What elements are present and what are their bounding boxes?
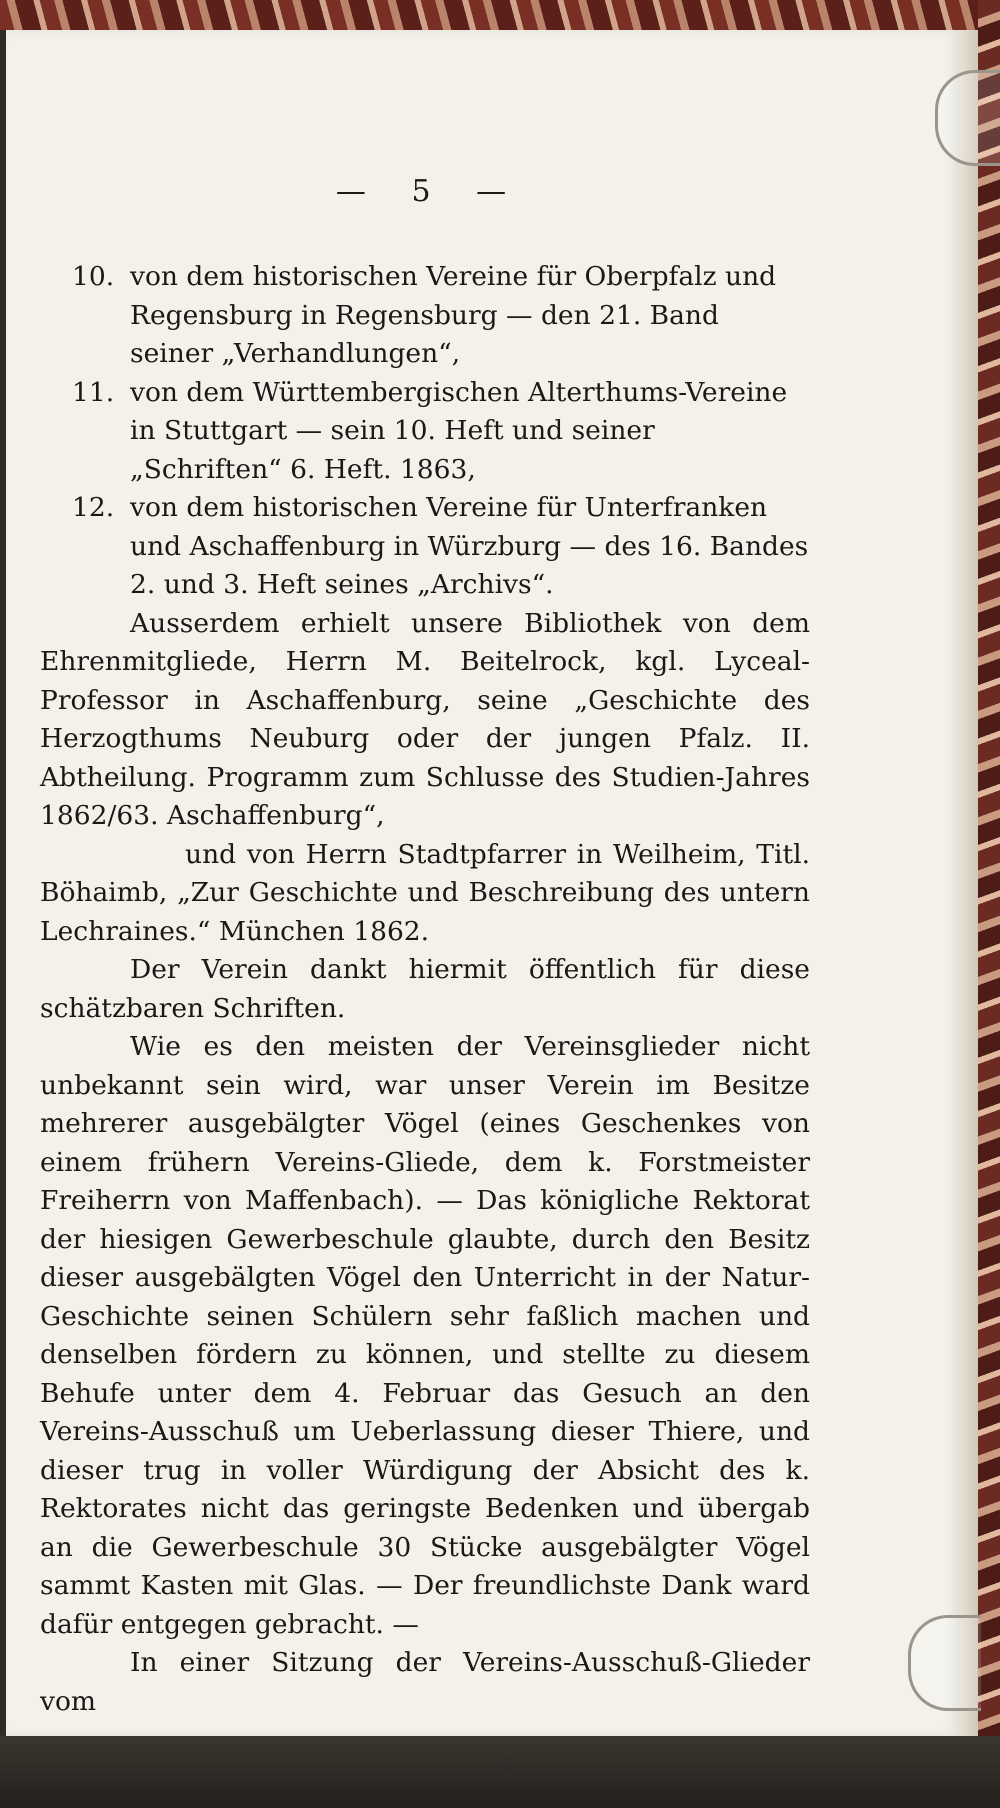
page-clip-bottom: [908, 1615, 981, 1711]
paragraph: In einer Sitzung der Vereins-Ausschuß-Glieder vom: [40, 1647, 810, 1717]
page-number: — 5 —: [335, 174, 525, 209]
cover-marbled-top: [0, 0, 1000, 30]
item-text: von dem historischen Vereine für Oberpfalz und Regensburg in Regensburg — den 21. Band seiner „Verhandlungen“,: [130, 261, 777, 369]
item-text: von dem historischen Vereine für Unterfranken und Aschaffenburg in Würzburg — des 16. Bandes 2. und 3. Heft seines „Archivs“.: [130, 492, 809, 600]
body-text: [40, 258, 810, 1721]
item-text: von dem Württembergischen Alterthums-Vereine in Stuttgart — sein 10. Heft und seiner „Schriften“ 6. Heft. 1863,: [130, 376, 788, 485]
list-item: [40, 374, 810, 490]
list-item: [40, 258, 810, 374]
scanner-background: [0, 1736, 1000, 1808]
item-number: 11.: [72, 376, 115, 408]
item-number: 12.: [72, 492, 115, 523]
paragraph: Wie es den meisten der Vereinsglieder nicht unbekannt sein wird, war unser Verein im Besitze mehrerer ausgebälgter Vögel (eines Geschenkes von einem frühern Vereins-Gliede, dem k. Forstmeister Freiherrn von Maffenbach). — Das königliche Rektorat der hiesigen Gewerbeschule glaubte, durch den Besitz dieser ausgebälgten Vögel den Unterricht in der Natur-Geschichte seinen Schülern sehr faßlich machen und denselben fördern zu können, und stellte zu diesem Behufe unter dem 4. Februar das Gesuch an den Vereins-Ausschuß um Ueberlassung dieser Thiere, und dieser trug in voller Würdigung der Absicht des k. Rektorates nicht das geringste Bedenken und übergab an die Gewerbeschule 30 Stücke ausgebälgter Vögel sammt Kasten mit Glas. — Der freundlichste Dank ward dafür entgegen gebracht. —: [40, 1031, 810, 1640]
paragraph: Ausserdem erhielt unsere Bibliothek von dem Ehrenmitgliede, Herrn M. Beitelrock, kgl. Lyceal-Professor in Aschaffenburg, seine „Geschichte des Herzogthums Neuburg oder der jungen Pfalz. II. Abtheilung. Programm zum Schlusse des Studien-Jahres 1862/63. Aschaffenburg“,: [40, 607, 810, 831]
paragraph: Der Verein dankt hiermit öffentlich für diese schätzbaren Schriften.: [40, 954, 810, 1024]
cover-marbled-edge: [978, 0, 1000, 1808]
paragraph: und von Herrn Stadtpfarrer in Weilheim, Titl. Böhaimb, „Zur Geschichte und Beschreibung des untern Lechraines.“ München 1862.: [40, 838, 810, 947]
page-clip-top: [935, 70, 1000, 166]
page-edge: [960, 30, 978, 1736]
list-item: [40, 489, 810, 605]
item-number: 10.: [72, 261, 115, 292]
